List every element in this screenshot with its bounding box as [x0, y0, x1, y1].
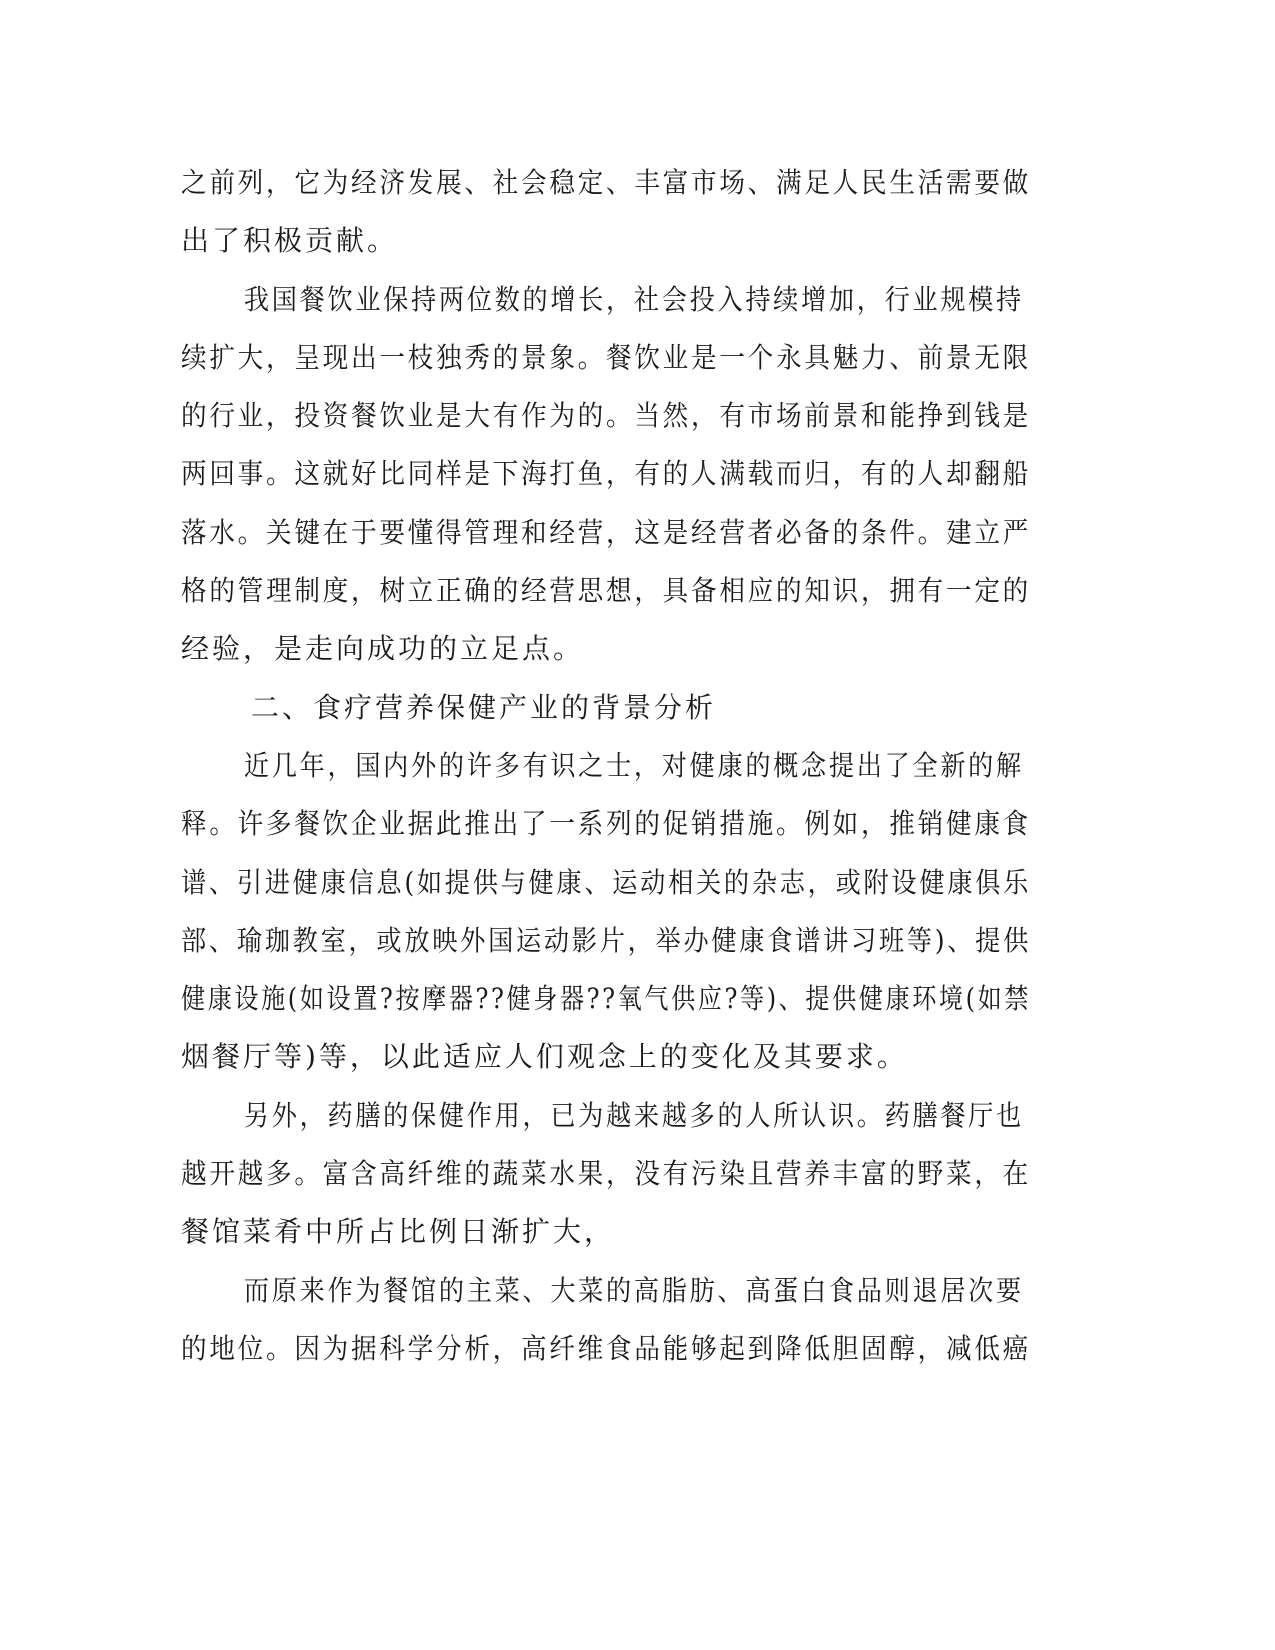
text-line: 餐馆菜肴中所占比例日渐扩大，	[181, 1215, 616, 1249]
text-line: 经验，是走向成功的立足点。	[181, 632, 585, 666]
text-line: 出了积极贡献。	[181, 224, 399, 258]
text-line: 的地位。因为据科学分析，高纤维食品能够起到降低胆固醇，减低癌	[181, 1331, 1031, 1365]
text-line: 部、瑜珈教室，或放映外国运动影片，举办健康食谱讲习班等)、提供	[181, 923, 1031, 957]
text-line: 近几年，国内外的许多有识之士，对健康的概念提出了全新的解	[243, 748, 1024, 782]
text-line: 续扩大，呈现出一枝独秀的景象。餐饮业是一个永具魅力、前景无限	[181, 340, 1031, 374]
text-line: 而原来作为餐馆的主菜、大菜的高脂肪、高蛋白食品则退居次要	[243, 1273, 1024, 1307]
text-line: 烟餐厅等)等，以此适应人们观念上的变化及其要求。	[181, 1040, 908, 1074]
text-line: 格的管理制度，树立正确的经营思想，具备相应的知识，拥有一定的	[181, 574, 1031, 608]
text-line: 谱、引进健康信息(如提供与健康、运动相关的杂志，或附设健康俱乐	[181, 865, 1031, 899]
text-line: 健康设施(如设置?按摩器??健身器??氧气供应?等)、提供健康环境(如禁	[181, 982, 1031, 1016]
text-line: 另外，药膳的保健作用，已为越来越多的人所认识。药膳餐厅也	[243, 1098, 1024, 1132]
text-line: 我国餐饮业保持两位数的增长，社会投入持续增加，行业规模持	[243, 282, 1024, 316]
text-line: 越开越多。富含高纤维的蔬菜水果，没有污染且营养丰富的野菜，在	[181, 1157, 1031, 1191]
text-line: 落水。关键在于要懂得管理和经营，这是经营者必备的条件。建立严	[181, 515, 1031, 549]
section-heading: 二、食疗营养保健产业的背景分析	[251, 690, 717, 724]
text-line: 释。许多餐饮企业据此推出了一系列的促销措施。例如，推销健康食	[181, 807, 1031, 841]
text-line: 之前列，它为经济发展、社会稳定、丰富市场、满足人民生活需要做	[181, 166, 1031, 199]
text-line: 两回事。这就好比同样是下海打鱼，有的人满载而归，有的人却翻船	[181, 457, 1031, 491]
document-body	[181, 154, 1031, 1378]
text-line: 的行业，投资餐饮业是大有作为的。当然，有市场前景和能挣到钱是	[181, 399, 1031, 433]
